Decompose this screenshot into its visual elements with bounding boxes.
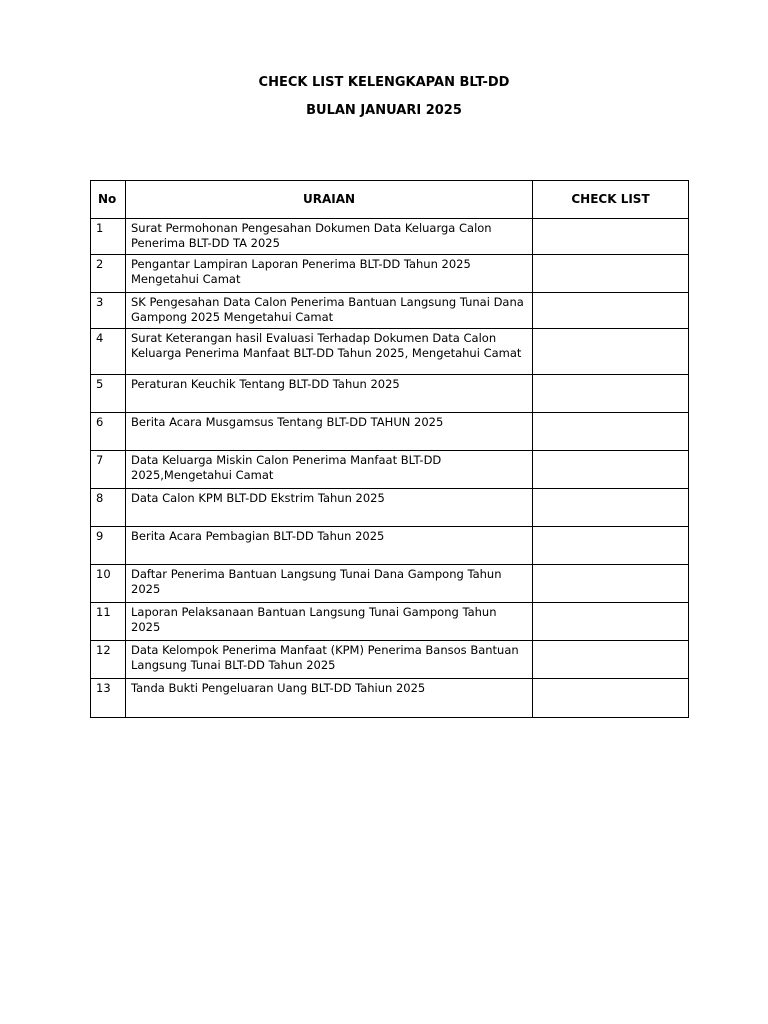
row-number: 4 bbox=[91, 329, 126, 375]
row-number: 13 bbox=[91, 679, 126, 718]
header-uraian: URAIAN bbox=[126, 181, 533, 219]
table-row bbox=[91, 255, 689, 293]
row-check-cell[interactable] bbox=[533, 527, 689, 565]
row-number: 12 bbox=[91, 641, 126, 679]
row-check-cell[interactable] bbox=[533, 375, 689, 413]
row-check-cell[interactable] bbox=[533, 329, 689, 375]
row-number: 9 bbox=[91, 527, 126, 565]
row-number: 5 bbox=[91, 375, 126, 413]
table-row bbox=[91, 679, 689, 718]
table-row bbox=[91, 565, 689, 603]
table-header-row bbox=[91, 181, 689, 219]
row-check-cell[interactable] bbox=[533, 255, 689, 293]
table-row bbox=[91, 375, 689, 413]
row-uraian: Berita Acara Pembagian BLT-DD Tahun 2025 bbox=[126, 527, 533, 565]
table-row bbox=[91, 219, 689, 255]
header-no: No bbox=[91, 181, 126, 219]
table-row bbox=[91, 489, 689, 527]
table-row bbox=[91, 413, 689, 451]
row-check-cell[interactable] bbox=[533, 413, 689, 451]
row-uraian: Data Keluarga Miskin Calon Penerima Manfaat BLT-DD 2025,Mengetahui Camat bbox=[126, 451, 533, 489]
row-uraian: Tanda Bukti Pengeluaran Uang BLT-DD Tahiun 2025 bbox=[126, 679, 533, 718]
document-title: CHECK LIST KELENGKAPAN BLT-DD bbox=[258, 75, 510, 90]
row-number: 11 bbox=[91, 603, 126, 641]
table-row bbox=[91, 451, 689, 489]
row-number: 3 bbox=[91, 293, 126, 329]
row-uraian: Berita Acara Musgamsus Tentang BLT-DD TAHUN 2025 bbox=[126, 413, 533, 451]
row-uraian: Pengantar Lampiran Laporan Penerima BLT-DD Tahun 2025 Mengetahui Camat bbox=[126, 255, 533, 293]
row-uraian: Peraturan Keuchik Tentang BLT-DD Tahun 2025 bbox=[126, 375, 533, 413]
row-number: 2 bbox=[91, 255, 126, 293]
row-number: 7 bbox=[91, 451, 126, 489]
row-uraian: Daftar Penerima Bantuan Langsung Tunai Dana Gampong Tahun 2025 bbox=[126, 565, 533, 603]
row-number: 10 bbox=[91, 565, 126, 603]
row-uraian: Data Calon KPM BLT-DD Ekstrim Tahun 2025 bbox=[126, 489, 533, 527]
row-check-cell[interactable] bbox=[533, 451, 689, 489]
row-number: 8 bbox=[91, 489, 126, 527]
table-row bbox=[91, 329, 689, 375]
table-row bbox=[91, 603, 689, 641]
row-number: 1 bbox=[91, 219, 126, 255]
row-check-cell[interactable] bbox=[533, 489, 689, 527]
table-row bbox=[91, 293, 689, 329]
table-row bbox=[91, 527, 689, 565]
row-check-cell[interactable] bbox=[533, 219, 689, 255]
row-check-cell[interactable] bbox=[533, 679, 689, 718]
row-check-cell[interactable] bbox=[533, 603, 689, 641]
row-uraian: Laporan Pelaksanaan Bantuan Langsung Tunai Gampong Tahun 2025 bbox=[126, 603, 533, 641]
row-uraian: SK Pengesahan Data Calon Penerima Bantuan Langsung Tunai Dana Gampong 2025 Mengetahui Camat bbox=[126, 293, 533, 329]
row-number: 6 bbox=[91, 413, 126, 451]
row-check-cell[interactable] bbox=[533, 293, 689, 329]
row-check-cell[interactable] bbox=[533, 565, 689, 603]
row-uraian: Data Kelompok Penerima Manfaat (KPM) Penerima Bansos Bantuan Langsung Tunai BLT-DD Tahun 2025 bbox=[126, 641, 533, 679]
checklist-table bbox=[90, 180, 689, 718]
row-check-cell[interactable] bbox=[533, 641, 689, 679]
header-check-list: CHECK LIST bbox=[533, 181, 689, 219]
row-uraian: Surat Permohonan Pengesahan Dokumen Data Keluarga Calon Penerima BLT-DD TA 2025 bbox=[126, 219, 533, 255]
table-row bbox=[91, 641, 689, 679]
row-uraian: Surat Keterangan hasil Evaluasi Terhadap Dokumen Data Calon Keluarga Penerima Manfaat BLT-DD Tahun 2025, Mengetahui Camat bbox=[126, 329, 533, 375]
document-subtitle: BULAN JANUARI 2025 bbox=[306, 103, 462, 118]
